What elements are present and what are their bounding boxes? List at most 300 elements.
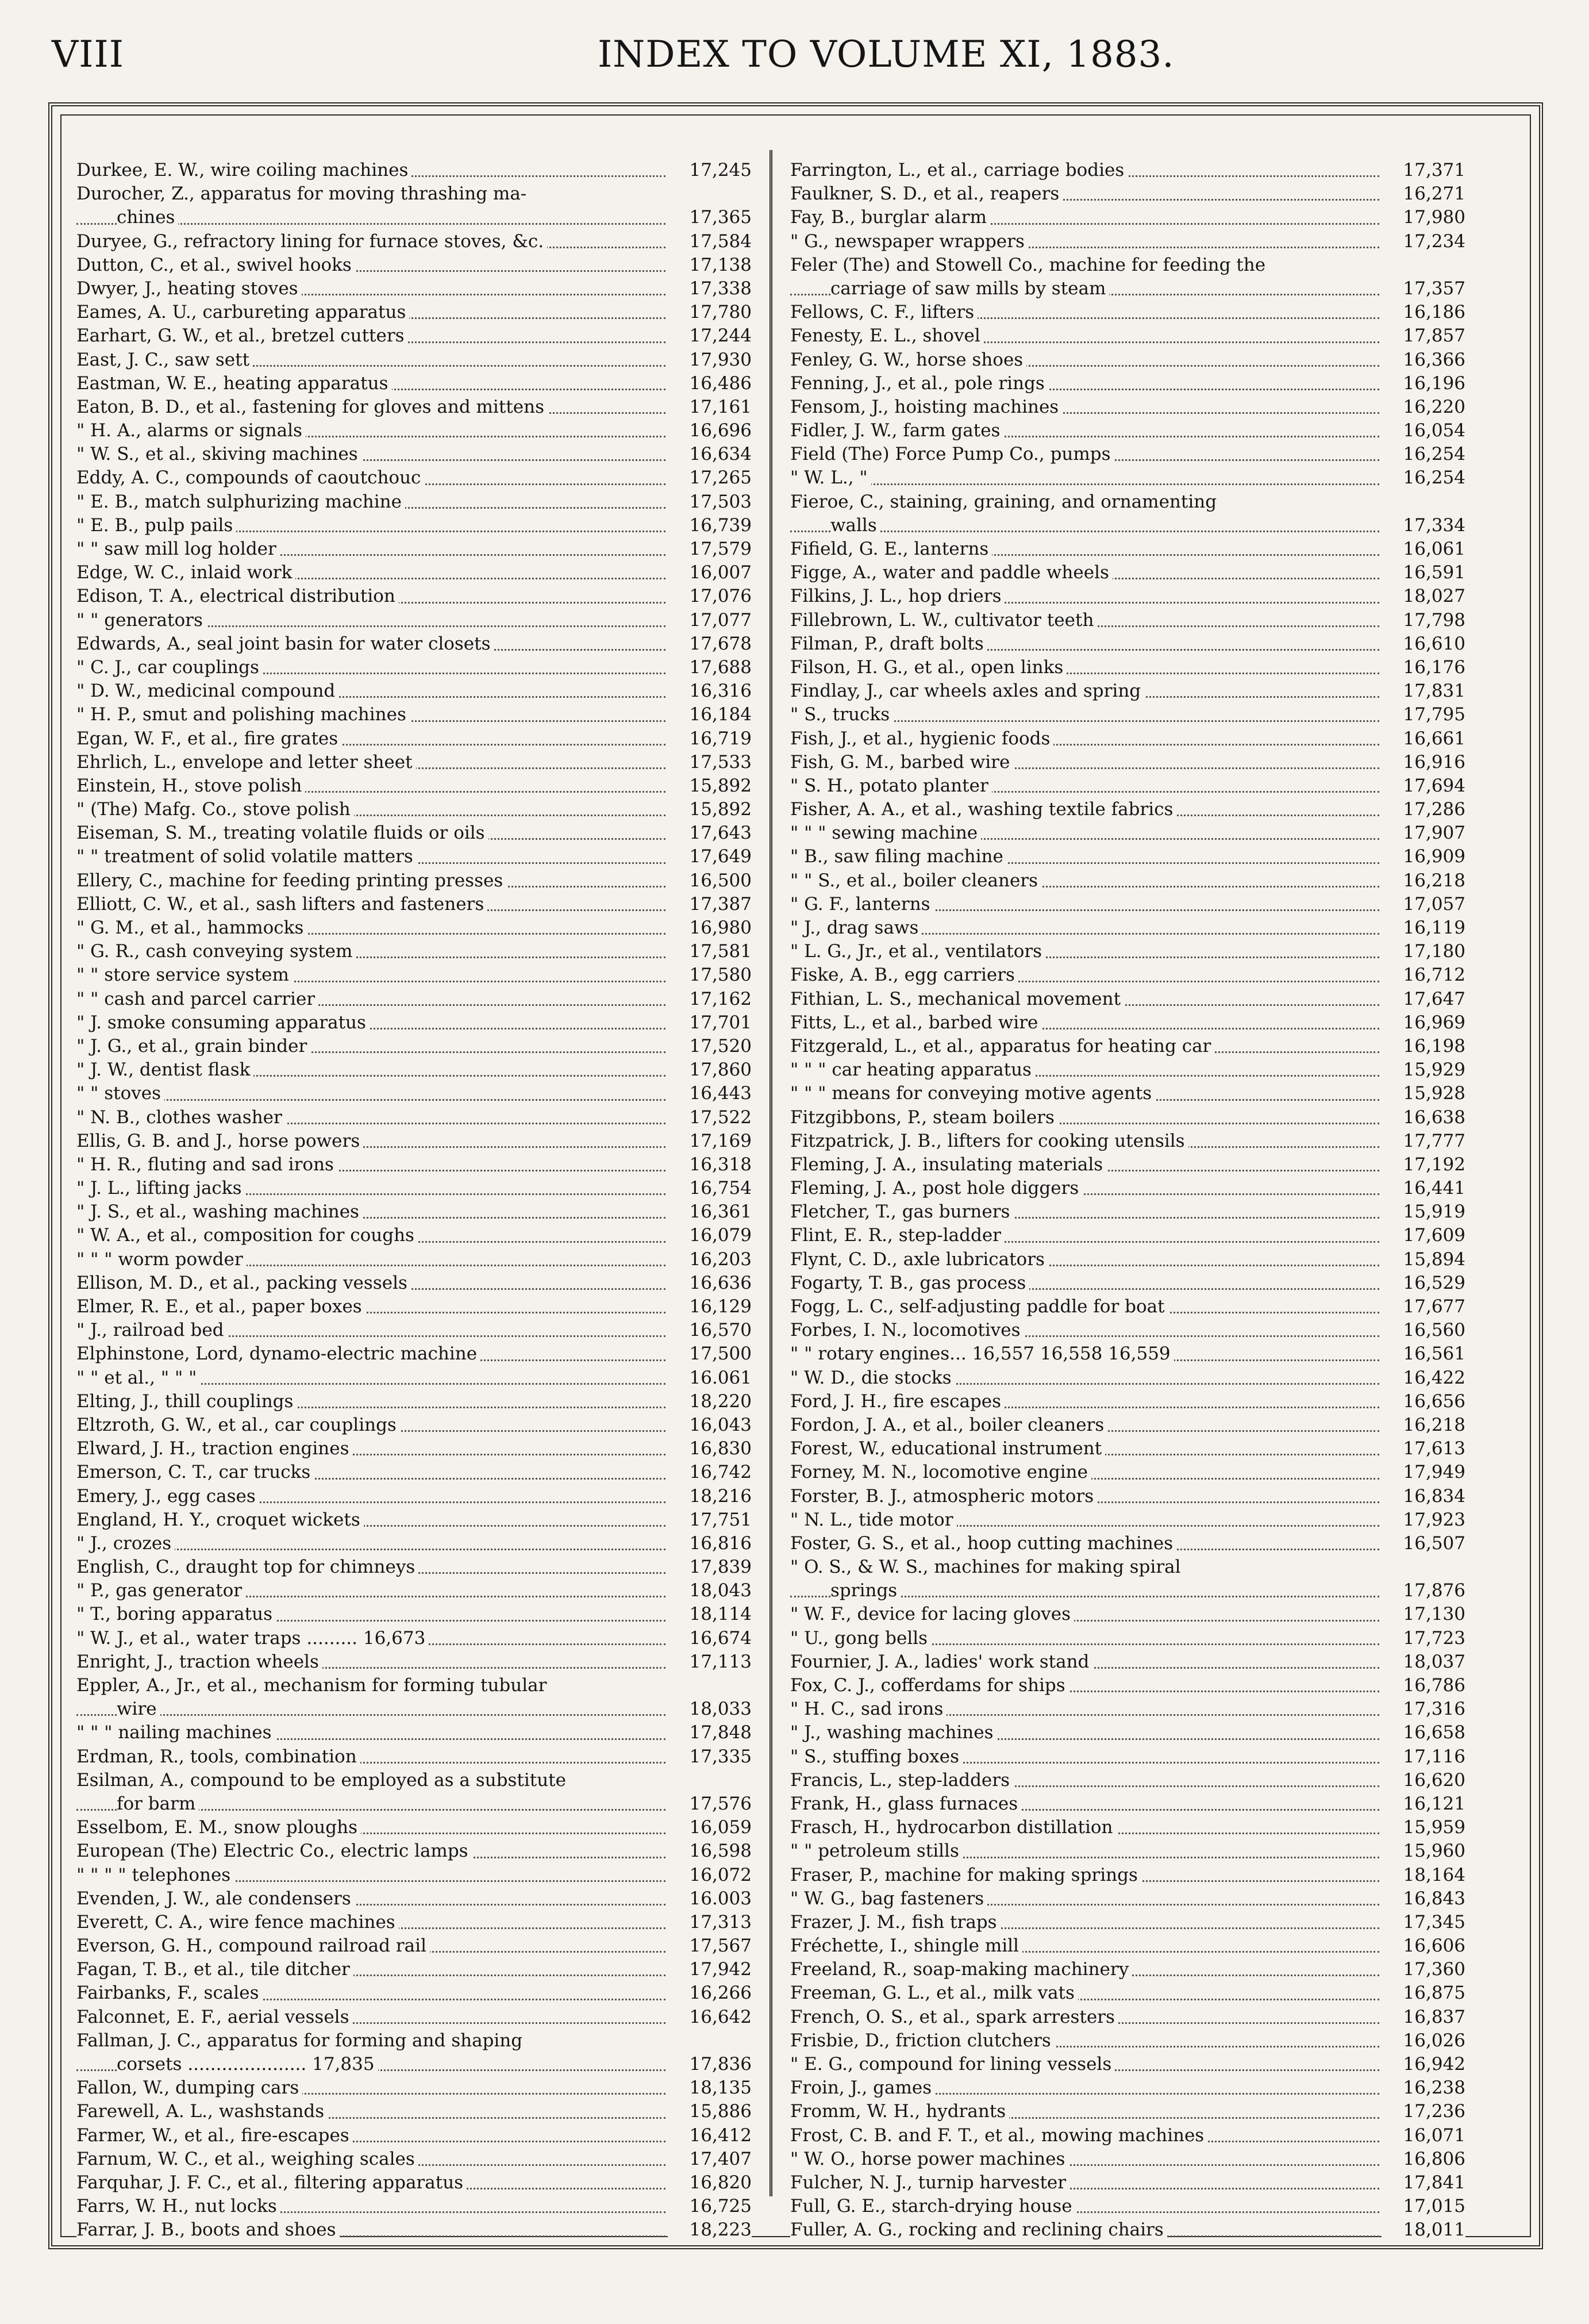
entry-text: Filson, H. G., et al., open links — [790, 657, 1067, 678]
index-entry — [76, 1437, 752, 1461]
index-entry — [76, 2195, 752, 2218]
entry-number: 17,192 — [1382, 1153, 1465, 1177]
entry-number: 17,907 — [1382, 821, 1465, 845]
index-entry — [76, 2100, 752, 2123]
entry-number: 17,841 — [1382, 2171, 1465, 2195]
entry-number: 16,725 — [668, 2195, 752, 2218]
index-entry — [790, 1721, 1465, 1745]
entry-text: Eames, A. U., carbureting apparatus — [76, 302, 409, 322]
index-entry — [790, 1177, 1465, 1200]
entry-number: 16,316 — [668, 679, 752, 703]
index-entry — [76, 561, 752, 585]
entry-text: Frazer, J. M., fish traps — [790, 1912, 1001, 1933]
entry-number: 17,015 — [1382, 2195, 1465, 2218]
index-entry — [790, 1839, 1465, 1863]
entry-number: 17,245 — [668, 159, 752, 182]
index-entry — [790, 1295, 1465, 1319]
entry-number: 16,969 — [1382, 1011, 1465, 1035]
entry-number: 16,598 — [668, 1839, 752, 1863]
entry-number: 17,723 — [1382, 1627, 1465, 1650]
page-number: VIII — [52, 33, 125, 76]
index-entry — [790, 1342, 1465, 1366]
entry-number: 17,876 — [1382, 1579, 1465, 1603]
index-entry — [76, 703, 752, 727]
index-entry — [76, 1792, 752, 1816]
entry-text: corsets ..................... 17,835 — [117, 2054, 378, 2075]
entry-text: Emerson, C. T., car trucks — [76, 1462, 314, 1482]
entry-text: " G., newspaper wrappers — [790, 231, 1028, 252]
entry-number: 16,026 — [1382, 2029, 1465, 2053]
index-entry — [76, 845, 752, 869]
entry-text: Fournier, J. A., ladies' work stand — [790, 1651, 1092, 1672]
index-entry — [76, 1035, 752, 1058]
entry-text: " " stoves — [76, 1083, 164, 1104]
entry-text: " " S., et al., boiler cleaners — [790, 870, 1041, 891]
entry-text: Esilman, A., compound to be employed as a substitute — [76, 1770, 570, 1791]
index-entry — [790, 1366, 1465, 1390]
index-entry — [76, 1177, 752, 1200]
entry-number: 18,164 — [1382, 1864, 1465, 1887]
frame-inner-border — [60, 114, 1531, 2241]
entry-number: 16,203 — [668, 1248, 752, 1272]
entry-number: 16,658 — [1382, 1721, 1465, 1745]
entry-text: " W. O., horse power machines — [790, 2149, 1068, 2169]
entry-number: 17,980 — [1382, 206, 1465, 229]
right-column — [790, 159, 1465, 2242]
index-entry — [790, 1745, 1465, 1769]
index-entry — [790, 1224, 1465, 1247]
entry-text: Fogg, L. C., self-adjusting paddle for boat — [790, 1296, 1168, 1317]
entry-text: Falconnet, E. F., aerial vessels — [76, 2007, 353, 2027]
entry-number: 16,220 — [1382, 395, 1465, 419]
entry-number: 17,581 — [668, 940, 752, 963]
entry-number: 17,161 — [668, 395, 752, 419]
entry-text: " W. S., et al., skiving machines — [76, 444, 361, 464]
entry-number: 16,942 — [1382, 2053, 1465, 2076]
index-entry — [790, 798, 1465, 821]
index-entry — [790, 1792, 1465, 1816]
entry-text: " " " worm powder — [76, 1249, 247, 1270]
index-entry — [76, 372, 752, 395]
entry-text: Frank, H., glass furnaces — [790, 1793, 1021, 1814]
entry-number: 18,216 — [668, 1485, 752, 1508]
entry-text: Filkins, J. L., hop driers — [790, 586, 1005, 606]
index-entry — [790, 1532, 1465, 1555]
entry-text: Fish, G. M., barbed wire — [790, 752, 1013, 773]
entry-number: 16,071 — [1382, 2124, 1465, 2148]
index-entry — [76, 1579, 752, 1603]
entry-text: English, C., draught top for chimneys — [76, 1557, 418, 1577]
index-entry — [790, 182, 1465, 206]
entry-text: wire — [117, 1699, 160, 1719]
entry-text: Froin, J., games — [790, 2077, 935, 2098]
entry-text: Elphinstone, Lord, dynamo-electric machine — [76, 1343, 480, 1364]
entry-number: 17,162 — [668, 988, 752, 1011]
entry-number: 18,114 — [668, 1603, 752, 1626]
entry-number: 17,130 — [1382, 1603, 1465, 1626]
index-entry — [76, 1153, 752, 1177]
entry-number: 16,422 — [1382, 1366, 1465, 1390]
entry-text: Fogarty, T. B., gas process — [790, 1273, 1029, 1293]
index-entry — [76, 940, 752, 963]
entry-number: 16,043 — [668, 1413, 752, 1437]
entry-number: 15,919 — [1382, 1200, 1465, 1224]
entry-number: 17,169 — [668, 1130, 752, 1153]
entry-number: 16,712 — [1382, 963, 1465, 987]
entry-number: 16,198 — [1382, 1035, 1465, 1058]
entry-text: Fieroe, C., staining, graining, and ornamenting — [790, 491, 1220, 512]
index-entry — [76, 869, 752, 893]
entry-number: 16,218 — [1382, 869, 1465, 893]
entry-text: Fitzpatrick, J. B., lifters for cooking utensils — [790, 1131, 1188, 1151]
entry-text: Fillebrown, L. W., cultivator teeth — [790, 610, 1097, 631]
entry-text: Fitts, L., et al., barbed wire — [790, 1012, 1041, 1033]
entry-number: 17,286 — [1382, 798, 1465, 821]
entry-number: 17,613 — [1382, 1437, 1465, 1461]
entry-text: Fairbanks, F., scales — [76, 1983, 262, 2003]
entry-text: Fenesty, E. L., shovel — [790, 325, 984, 346]
entry-text: " L. G., Jr., et al., ventilators — [790, 941, 1045, 962]
index-entry — [76, 1627, 752, 1650]
index-entry — [790, 1981, 1465, 2005]
entry-text: " D. W., medicinal compound — [76, 681, 338, 701]
entry-text: " C. J., car couplings — [76, 657, 263, 678]
entry-text: " H. R., fluting and sad irons — [76, 1154, 337, 1175]
entry-number: 16,739 — [668, 514, 752, 537]
page-title: INDEX TO VOLUME XI, 1883. — [598, 33, 1175, 76]
index-entry — [76, 1106, 752, 1130]
entry-number: 17,857 — [1382, 324, 1465, 348]
dot-leader — [76, 1714, 665, 1716]
entry-text: Egan, W. F., et al., fire grates — [76, 728, 341, 749]
index-entry — [790, 324, 1465, 348]
column-divider — [770, 150, 772, 2196]
entry-text: Elward, J. H., traction engines — [76, 1438, 353, 1459]
entry-number: 18,135 — [668, 2076, 752, 2100]
index-entry — [76, 821, 752, 845]
entry-text: " N. B., clothes washer — [76, 1107, 286, 1128]
entry-text: Field (The) Force Pump Co., pumps — [790, 444, 1114, 464]
entry-text: Farquhar, J. F. C., et al., filtering apparatus — [76, 2172, 467, 2193]
entry-number: 16,007 — [668, 561, 752, 585]
entry-text: Forster, B. J., atmospheric motors — [790, 1486, 1097, 1507]
entry-number: 16,636 — [668, 1272, 752, 1295]
entry-number: 15,892 — [668, 798, 752, 821]
entry-number: 15,894 — [1382, 1248, 1465, 1272]
entry-number: 16.003 — [668, 1887, 752, 1911]
entry-text: " O. S., & W. S., machines for making spiral — [790, 1557, 1184, 1577]
index-entry — [790, 1650, 1465, 1674]
index-entry — [790, 1130, 1465, 1153]
index-entry — [790, 277, 1465, 301]
index-entry — [790, 419, 1465, 443]
entry-text: Fiske, A. B., egg carriers — [790, 965, 1018, 985]
entry-text: Filman, P., draft bolts — [790, 633, 987, 654]
index-entry — [76, 1058, 752, 1082]
entry-text: Earhart, G. W., et al., bretzel cutters — [76, 325, 408, 346]
entry-text: " " rotary engines... 16,557 16,558 16,559 — [790, 1343, 1174, 1364]
entry-text: " G. R., cash conveying system — [76, 941, 356, 962]
entry-text: Durkee, E. W., wire coiling machines — [76, 160, 411, 180]
index-entry — [790, 1579, 1465, 1603]
entry-number: 16,837 — [1382, 2006, 1465, 2029]
index-entry — [76, 1532, 752, 1555]
entry-number: 16,661 — [1382, 727, 1465, 751]
entry-number: 17,678 — [668, 632, 752, 656]
entry-number: 17,522 — [668, 1106, 752, 1130]
entry-number: 16,366 — [1382, 348, 1465, 372]
entry-text: Fidler, J. W., farm gates — [790, 420, 1003, 441]
entry-text: Eastman, W. E., heating apparatus — [76, 373, 392, 394]
entry-text: Feler (The) and Stowell Co., machine for feeding the — [790, 255, 1269, 275]
entry-number: 17,694 — [1382, 774, 1465, 798]
entry-number: 16,820 — [668, 2171, 752, 2195]
index-entry — [790, 253, 1465, 277]
index-entry — [790, 988, 1465, 1011]
entry-text: Emery, J., egg cases — [76, 1486, 259, 1507]
entry-number: 17,313 — [668, 1911, 752, 1934]
entry-text: " J. smoke consuming apparatus — [76, 1012, 370, 1033]
entry-number: 17,831 — [1382, 679, 1465, 703]
index-entry — [790, 301, 1465, 324]
entry-number: 17,138 — [668, 253, 752, 277]
entry-text: Fordon, J. A., et al., boiler cleaners — [790, 1415, 1107, 1435]
index-entry — [76, 1816, 752, 1839]
entry-number: 17,584 — [668, 230, 752, 253]
index-entry — [790, 893, 1465, 916]
entry-text: Farnum, W. C., et al., weighing scales — [76, 2149, 418, 2169]
index-entry — [76, 1721, 752, 1745]
entry-number: 16,806 — [1382, 2148, 1465, 2171]
entry-text: Fay, B., burglar alarm — [790, 207, 990, 228]
index-entry — [790, 1911, 1465, 1934]
entry-number: 16,486 — [668, 372, 752, 395]
index-entry — [790, 1200, 1465, 1224]
entry-number: 17,848 — [668, 1721, 752, 1745]
entry-text: French, O. S., et al., spark arresters — [790, 2007, 1118, 2027]
dot-leader — [76, 1099, 665, 1101]
index-entry — [76, 1248, 752, 1272]
index-entry — [76, 1674, 752, 1697]
entry-text: " T., boring apparatus — [76, 1604, 276, 1624]
entry-text: Dutton, C., et al., swivel hooks — [76, 255, 355, 275]
entry-text: " " generators — [76, 610, 206, 631]
entry-text: " J., crozes — [76, 1533, 175, 1554]
entry-text: " U., gong bells — [790, 1628, 931, 1649]
index-entry — [790, 348, 1465, 372]
entry-number: 17,839 — [668, 1555, 752, 1579]
entry-number: 16,980 — [668, 916, 752, 940]
entry-number: 16,674 — [668, 1627, 752, 1650]
entry-text: Eltzroth, G. W., et al., car couplings — [76, 1415, 400, 1435]
index-entry — [76, 1366, 752, 1390]
index-entry — [790, 1485, 1465, 1508]
entry-number: 16,361 — [668, 1200, 752, 1224]
left-column — [76, 159, 752, 2242]
entry-text: " " saw mill log holder — [76, 539, 280, 559]
index-entry — [76, 1011, 752, 1035]
index-entry — [76, 2218, 752, 2242]
entry-number: 16,754 — [668, 1177, 752, 1200]
index-entry — [790, 821, 1465, 845]
entry-number: 17,180 — [1382, 940, 1465, 963]
entry-text: " W. D., die stocks — [790, 1367, 955, 1388]
index-entry — [790, 1272, 1465, 1295]
index-entry — [790, 1035, 1465, 1058]
entry-text: " " store service system — [76, 965, 293, 985]
entry-number: 17,334 — [1382, 514, 1465, 537]
index-entry — [76, 916, 752, 940]
entry-text: European (The) Electric Co., electric lamps — [76, 1841, 472, 1861]
entry-number: 18,027 — [1382, 585, 1465, 608]
entry-text: Fensom, J., hoisting machines — [790, 397, 1062, 417]
entry-number: 16,830 — [668, 1437, 752, 1461]
entry-text: Fitzgerald, L., et al., apparatus for heating car — [790, 1036, 1214, 1057]
entry-number: 17,244 — [668, 324, 752, 348]
entry-number: 17,365 — [668, 206, 752, 229]
index-entry — [790, 443, 1465, 466]
entry-number: 17,860 — [668, 1058, 752, 1082]
entry-number: 17,677 — [1382, 1295, 1465, 1319]
entry-number: 16,059 — [668, 1816, 752, 1839]
entry-text: " J., railroad bed — [76, 1320, 228, 1340]
index-entry — [76, 1224, 752, 1247]
index-entry — [790, 1958, 1465, 1981]
entry-text: " W. F., device for lacing gloves — [790, 1604, 1074, 1624]
entry-text: Edge, W. C., inlaid work — [76, 562, 295, 583]
entry-number: 17,579 — [668, 537, 752, 561]
entry-number: 17,234 — [1382, 230, 1465, 253]
entry-number: 16,719 — [668, 727, 752, 751]
entry-text: Fraser, P., machine for making springs — [790, 1865, 1141, 1885]
entry-number: 17,836 — [668, 2053, 752, 2076]
entry-text: " G. F., lanterns — [790, 894, 934, 915]
index-entry — [76, 490, 752, 514]
entry-number: 15,892 — [668, 774, 752, 798]
index-entry — [76, 679, 752, 703]
index-entry — [790, 869, 1465, 893]
index-entry — [790, 1508, 1465, 1532]
index-entry — [76, 348, 752, 372]
entry-number: 17,751 — [668, 1508, 752, 1532]
index-entry — [76, 1887, 752, 1911]
entry-text: Full, G. E., starch-drying house — [790, 2196, 1076, 2217]
entry-number: 17,580 — [668, 963, 752, 987]
entry-number: 16,786 — [1382, 1674, 1465, 1697]
index-entry — [790, 537, 1465, 561]
entry-text: " " " sewing machine — [790, 823, 981, 843]
index-entry — [790, 774, 1465, 798]
dot-leader — [790, 483, 1379, 485]
entry-number: 16,500 — [668, 869, 752, 893]
entry-text: Einstein, H., stove polish — [76, 775, 305, 796]
entry-text: " W. A., et al., composition for coughs — [76, 1225, 418, 1246]
entry-number: 17,357 — [1382, 277, 1465, 301]
index-entry — [790, 561, 1465, 585]
index-entry — [790, 632, 1465, 656]
index-entry — [790, 1934, 1465, 1958]
index-entry — [76, 514, 752, 537]
index-entry — [790, 230, 1465, 253]
entry-text: " " " means for conveying motive agents — [790, 1083, 1155, 1104]
index-entry — [790, 1555, 1465, 1579]
entry-text: England, H. Y., croquet wickets — [76, 1509, 364, 1530]
entry-number: 15,929 — [1382, 1058, 1465, 1082]
entry-number: 16.061 — [668, 1366, 752, 1390]
entry-number: 17,113 — [668, 1650, 752, 1674]
entry-text: Fromm, W. H., hydrants — [790, 2101, 1009, 2122]
index-entry — [76, 1319, 752, 1342]
entry-text: Fithian, L. S., mechanical movement — [790, 989, 1124, 1009]
index-entry — [76, 1390, 752, 1413]
entry-text: Findlay, J., car wheels axles and spring — [790, 681, 1144, 701]
entry-text: " P., gas generator — [76, 1580, 245, 1601]
entry-text: Fenley, G. W., horse shoes — [790, 349, 1026, 370]
entry-number: 16,054 — [1382, 419, 1465, 443]
entry-number: 16,129 — [668, 1295, 752, 1319]
entry-number: 16,271 — [1382, 182, 1465, 206]
index-entry — [790, 1319, 1465, 1342]
entry-number: 16,909 — [1382, 845, 1465, 869]
entry-number: 18,037 — [1382, 1650, 1465, 1674]
entry-text: " J. S., et al., washing machines — [76, 1201, 363, 1222]
entry-number: 16,507 — [1382, 1532, 1465, 1555]
entry-number: 16,443 — [668, 1082, 752, 1105]
entry-text: Fleming, J. A., insulating materials — [790, 1154, 1106, 1175]
entry-text: " " petroleum stills — [790, 1841, 963, 1861]
index-entry — [76, 1745, 752, 1769]
entry-number: 17,265 — [668, 466, 752, 490]
entry-text: Esselbom, E. M., snow ploughs — [76, 1817, 361, 1838]
entry-number: 16,634 — [668, 443, 752, 466]
index-entry — [790, 1816, 1465, 1839]
entry-text: Edwards, A., seal joint basin for water closets — [76, 633, 494, 654]
entry-number: 16,834 — [1382, 1485, 1465, 1508]
entry-number: 16,591 — [1382, 561, 1465, 585]
index-entry — [76, 1697, 752, 1721]
entry-text: Faulkner, S. D., et al., reapers — [790, 183, 1063, 204]
entry-text: " W. J., et al., water traps ......... 16,673 — [76, 1628, 429, 1649]
entry-text: Frasch, H., hydrocarbon distillation — [790, 1817, 1117, 1838]
entry-text: Flynt, C. D., axle lubricators — [790, 1249, 1048, 1270]
index-entry — [790, 395, 1465, 419]
index-entry — [76, 1082, 752, 1105]
entry-text: Fifield, G. E., lanterns — [790, 539, 992, 559]
entry-number: 17,780 — [668, 301, 752, 324]
entry-text: " W. G., bag fasteners — [790, 1888, 987, 1909]
entry-text: Eiseman, S. M., treating volatile fluids or oils — [76, 823, 488, 843]
index-entry — [790, 2171, 1465, 2195]
entry-text: " G. M., et al., hammocks — [76, 917, 307, 938]
entry-text: Fenning, J., et al., pole rings — [790, 373, 1048, 394]
index-entry — [790, 1058, 1465, 1082]
index-entry — [76, 466, 752, 490]
index-entry — [76, 1342, 752, 1366]
entry-number: 18,223 — [668, 2218, 752, 2242]
entry-text: Enright, J., traction wheels — [76, 1651, 322, 1672]
entry-text: Foster, G. S., et al., hoop cutting machines — [790, 1533, 1176, 1554]
entry-number: 17,077 — [668, 609, 752, 632]
entry-number: 16,441 — [1382, 1177, 1465, 1200]
entry-text: Elting, J., thill couplings — [76, 1391, 297, 1412]
entry-text: Farrington, L., et al., carriage bodies — [790, 160, 1128, 180]
entry-number: 18,011 — [1382, 2218, 1465, 2242]
entry-text: " " cash and parcel carrier — [76, 989, 318, 1009]
entry-number: 16,610 — [1382, 632, 1465, 656]
index-entry — [76, 2124, 752, 2148]
index-entry — [76, 893, 752, 916]
entry-text: Ellery, C., machine for feeding printing presses — [76, 870, 506, 891]
